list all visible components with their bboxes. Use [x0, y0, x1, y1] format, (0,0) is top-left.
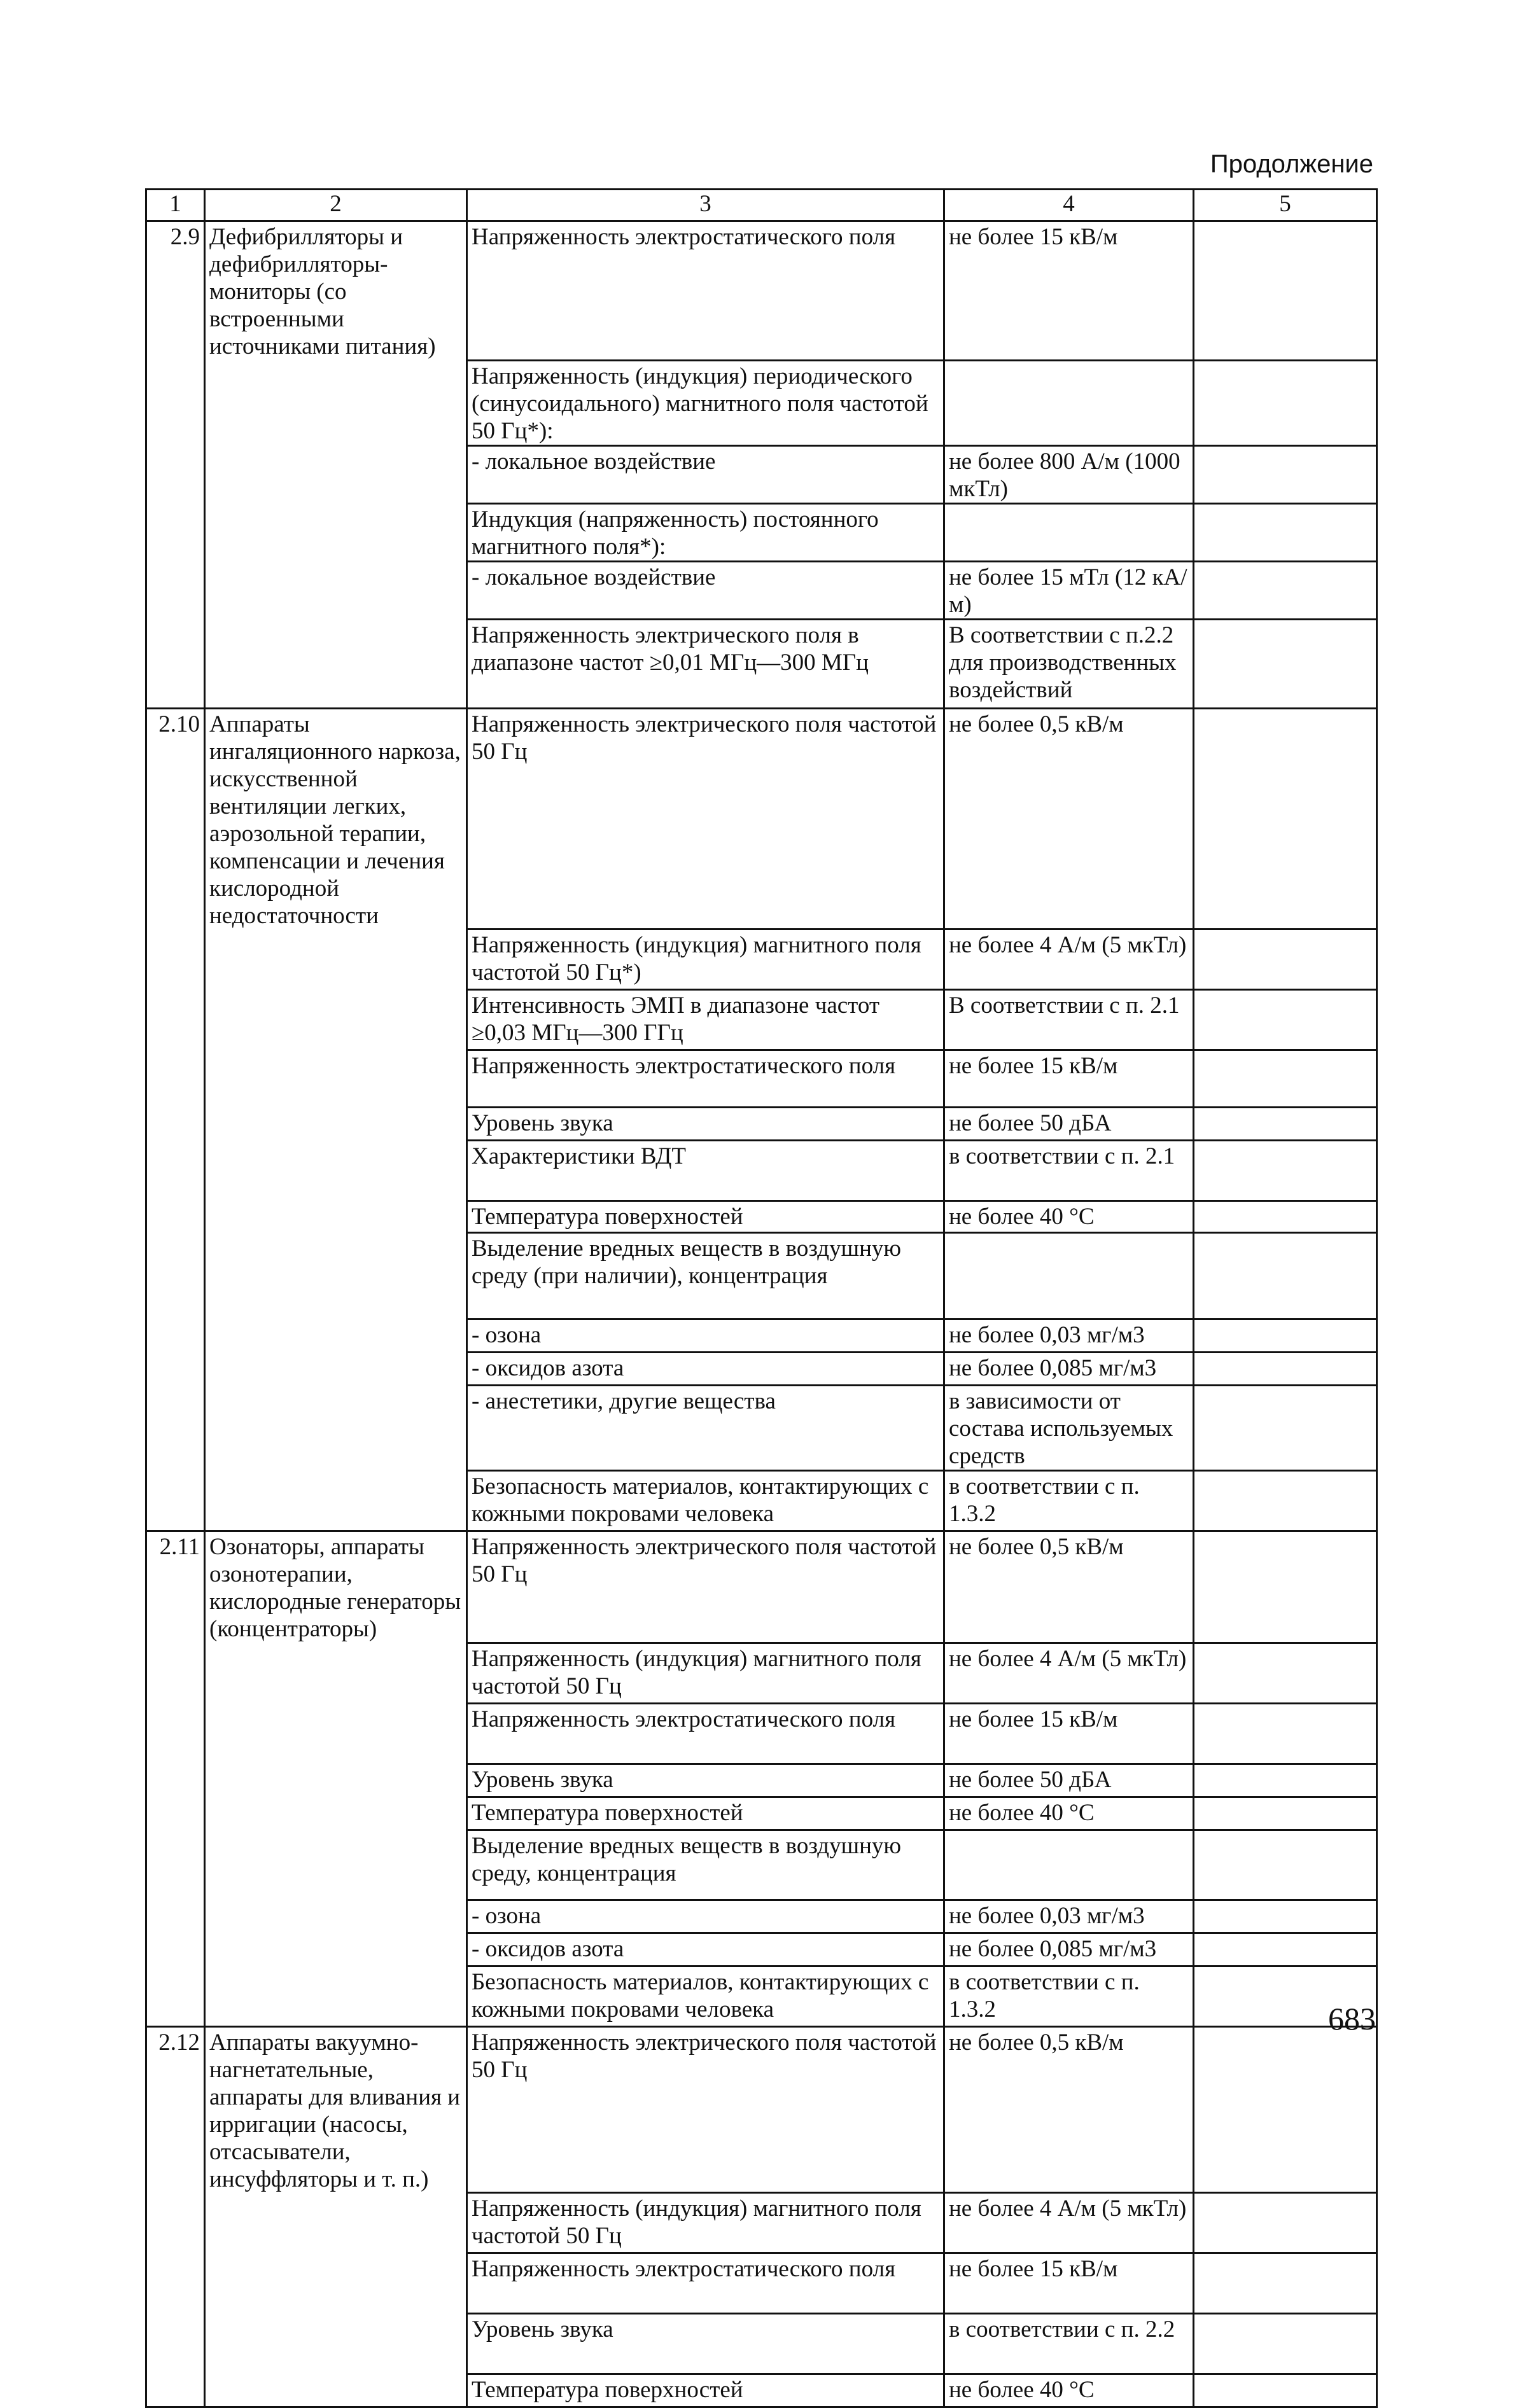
device-name — [205, 503, 467, 561]
row-number: 2.10 — [146, 708, 205, 929]
row-number — [146, 2374, 205, 2407]
norm-value: не более 4 А/м (5 мкТл) — [944, 1643, 1194, 1703]
row-number — [146, 503, 205, 561]
note-cell — [1194, 221, 1377, 361]
device-name — [205, 1471, 467, 1531]
note-cell — [1194, 1797, 1377, 1830]
parameter: Температура поверхностей — [467, 2374, 944, 2407]
table-row — [146, 1531, 1377, 1643]
note-cell — [1194, 1386, 1377, 1471]
note-cell — [1194, 1900, 1377, 1933]
note-cell — [1194, 1141, 1377, 1201]
note-cell — [1194, 1531, 1377, 1643]
device-name — [205, 445, 467, 503]
note-cell — [1194, 1764, 1377, 1797]
parameter: - озона — [467, 1319, 944, 1353]
table-row — [146, 1386, 1377, 1471]
row-number — [146, 1830, 205, 1900]
table-row — [146, 503, 1377, 561]
row-number — [146, 1703, 205, 1764]
table-row — [146, 1353, 1377, 1386]
table-row — [146, 929, 1377, 990]
table-row — [146, 221, 1377, 361]
row-number — [146, 1471, 205, 1531]
note-cell — [1194, 1643, 1377, 1703]
device-name — [205, 1703, 467, 1764]
norm-value — [944, 503, 1194, 561]
device-name — [205, 1050, 467, 1108]
note-cell — [1194, 360, 1377, 445]
note-cell — [1194, 619, 1377, 708]
row-number: 2.11 — [146, 1531, 205, 1643]
parameter: Напряженность электрического поля частотой 50 Гц — [467, 1531, 944, 1643]
row-number — [146, 1966, 205, 2026]
parameter: Напряженность (индукция) периодического (синусоидального) магнитного поля частотой 50 Гц*): — [467, 360, 944, 445]
norm-value: не более 40 °С — [944, 1797, 1194, 1830]
row-number — [146, 360, 205, 445]
device-name — [205, 360, 467, 445]
device-name — [205, 619, 467, 708]
parameter: Уровень звука — [467, 1764, 944, 1797]
row-number — [146, 929, 205, 990]
table-row — [146, 1643, 1377, 1703]
parameter: Напряженность (индукция) магнитного поля частотой 50 Гц*) — [467, 929, 944, 990]
norm-value: в соответствии с п. 2.1 — [944, 1141, 1194, 1201]
device-name — [205, 2374, 467, 2407]
parameter: Безопасность материалов, контактирующих с кожными покровами человека — [467, 1471, 944, 1531]
parameter: Выделение вредных веществ в воздушную среду, концентрация — [467, 1830, 944, 1900]
device-name: Аппараты вакуумно-нагнетательные, аппараты для вливания и ирригации (насосы, отсасыватели, инсуффляторы и т. п.) — [205, 2026, 467, 2193]
norm-value: не более 15 кВ/м — [944, 1050, 1194, 1108]
parameter: Интенсивность ЭМП в диапазоне частот ≥0,03 МГц—300 ГГц — [467, 990, 944, 1050]
note-cell — [1194, 1108, 1377, 1141]
note-cell — [1194, 561, 1377, 619]
parameter: - озона — [467, 1900, 944, 1933]
note-cell — [1194, 1933, 1377, 1966]
table-row — [146, 1471, 1377, 1531]
norm-value: не более 40 °С — [944, 1201, 1194, 1233]
norm-value: не более 0,5 кВ/м — [944, 2026, 1194, 2193]
note-cell — [1194, 2193, 1377, 2253]
parameter: Напряженность электростатического поля — [467, 1703, 944, 1764]
table-row — [146, 1764, 1377, 1797]
row-number — [146, 1900, 205, 1933]
device-name — [205, 1933, 467, 1966]
parameter: Напряженность (индукция) магнитного поля частотой 50 Гц — [467, 2193, 944, 2253]
note-cell — [1194, 1050, 1377, 1108]
row-number — [146, 2253, 205, 2314]
table-row — [146, 1108, 1377, 1141]
table-row — [146, 1233, 1377, 1319]
norm-value: не более 4 А/м (5 мкТл) — [944, 2193, 1194, 2253]
device-name — [205, 1386, 467, 1471]
device-name: Дефибрилляторы и дефибрилляторы-мониторы (со встроенными источниками питания) — [205, 221, 467, 361]
note-cell — [1194, 708, 1377, 929]
column-header: 2 — [205, 190, 467, 221]
parameter: Уровень звука — [467, 1108, 944, 1141]
norm-value: не более 15 мТл (12 кА/м) — [944, 561, 1194, 619]
norm-value: не более 0,085 мг/м3 — [944, 1353, 1194, 1386]
device-name: Аппараты ингаляционного наркоза, искусственной вентиляции легких, аэрозольной терапии, компенсации и лечения кислородной недостаточности — [205, 708, 467, 929]
device-name — [205, 2193, 467, 2253]
parameter: Безопасность материалов, контактирующих с кожными покровами человека — [467, 1966, 944, 2026]
parameter: Напряженность электростатического поля — [467, 2253, 944, 2314]
parameter: Характеристики ВДТ — [467, 1141, 944, 1201]
table-row — [146, 2314, 1377, 2374]
row-number — [146, 1386, 205, 1471]
norm-value: В соответствии с п.2.2 для производственных воздействий — [944, 619, 1194, 708]
column-header: 1 — [146, 190, 205, 221]
table-row — [146, 708, 1377, 929]
table-row — [146, 1966, 1377, 2026]
row-number — [146, 1050, 205, 1108]
row-number — [146, 1319, 205, 1353]
table-row — [146, 619, 1377, 708]
row-number — [146, 1353, 205, 1386]
device-name — [205, 1141, 467, 1201]
note-cell — [1194, 2253, 1377, 2314]
norm-value: не более 15 кВ/м — [944, 221, 1194, 361]
parameter: Уровень звука — [467, 2314, 944, 2374]
device-name — [205, 561, 467, 619]
row-number — [146, 561, 205, 619]
row-number: 2.9 — [146, 221, 205, 361]
table-row — [146, 1050, 1377, 1108]
device-name — [205, 1233, 467, 1319]
table-row — [146, 445, 1377, 503]
note-cell — [1194, 503, 1377, 561]
note-cell — [1194, 1353, 1377, 1386]
parameter: - оксидов азота — [467, 1353, 944, 1386]
parameter: Напряженность электростатического поля — [467, 1050, 944, 1108]
note-cell — [1194, 929, 1377, 990]
row-number — [146, 1764, 205, 1797]
parameter: Напряженность (индукция) магнитного поля частотой 50 Гц — [467, 1643, 944, 1703]
note-cell — [1194, 445, 1377, 503]
note-cell — [1194, 1201, 1377, 1233]
table-row — [146, 1900, 1377, 1933]
row-number — [146, 1233, 205, 1319]
row-number — [146, 2314, 205, 2374]
device-name — [205, 1900, 467, 1933]
table-row — [146, 2374, 1377, 2407]
table-row — [146, 1933, 1377, 1966]
row-number — [146, 1933, 205, 1966]
row-number — [146, 1141, 205, 1201]
norm-value: не более 0,085 мг/м3 — [944, 1933, 1194, 1966]
device-name: Озонаторы, аппараты озонотерапии, кислородные генераторы (концентраторы) — [205, 1531, 467, 1643]
note-cell — [1194, 1233, 1377, 1319]
table-row — [146, 2193, 1377, 2253]
row-number: 2.12 — [146, 2026, 205, 2193]
norm-value: в соответствии с п. 1.3.2 — [944, 1471, 1194, 1531]
norm-value: не более 800 А/м (1000 мкТл) — [944, 445, 1194, 503]
table-header-row — [146, 190, 1377, 221]
note-cell — [1194, 2026, 1377, 2193]
norm-value: не более 0,03 мг/м3 — [944, 1900, 1194, 1933]
device-name — [205, 1201, 467, 1233]
row-number — [146, 445, 205, 503]
table-row — [146, 1201, 1377, 1233]
parameter: Выделение вредных веществ в воздушную среду (при наличии), концентрация — [467, 1233, 944, 1319]
norm-value — [944, 1830, 1194, 1900]
device-name — [205, 1108, 467, 1141]
column-header: 4 — [944, 190, 1194, 221]
table-row — [146, 360, 1377, 445]
note-cell — [1194, 2314, 1377, 2374]
device-name — [205, 1966, 467, 2026]
norm-value — [944, 1233, 1194, 1319]
parameter: - локальное воздействие — [467, 445, 944, 503]
table-row — [146, 1703, 1377, 1764]
parameter: Напряженность электрического поля частотой 50 Гц — [467, 708, 944, 929]
note-cell — [1194, 2374, 1377, 2407]
parameter: Напряженность электрического поля в диапазоне частот ≥0,01 МГц—300 МГц — [467, 619, 944, 708]
row-number — [146, 1201, 205, 1233]
norm-value: в соответствии с п. 1.3.2 — [944, 1966, 1194, 2026]
norm-value: В соответствии с п. 2.1 — [944, 990, 1194, 1050]
parameter: Индукция (напряженность) постоянного магнитного поля*): — [467, 503, 944, 561]
parameter: - локальное воздействие — [467, 561, 944, 619]
device-name — [205, 1643, 467, 1703]
parameter: - оксидов азота — [467, 1933, 944, 1966]
device-name — [205, 1830, 467, 1900]
parameter: Напряженность электростатического поля — [467, 221, 944, 361]
norm-value: не более 50 дБА — [944, 1108, 1194, 1141]
norm-value: не более 15 кВ/м — [944, 2253, 1194, 2314]
norm-value: в зависимости от состава используемых средств — [944, 1386, 1194, 1471]
norm-value: не более 15 кВ/м — [944, 1703, 1194, 1764]
table-row — [146, 561, 1377, 619]
table-row — [146, 1141, 1377, 1201]
column-header: 5 — [1194, 190, 1377, 221]
device-name — [205, 929, 467, 990]
row-number — [146, 1797, 205, 1830]
note-cell — [1194, 1830, 1377, 1900]
parameter: Температура поверхностей — [467, 1797, 944, 1830]
note-cell — [1194, 990, 1377, 1050]
page-number: 683 — [1328, 2001, 1376, 2036]
device-name — [205, 2314, 467, 2374]
parameter: Температура поверхностей — [467, 1201, 944, 1233]
norm-value — [944, 360, 1194, 445]
device-name — [205, 1764, 467, 1797]
note-cell — [1194, 1319, 1377, 1353]
parameter: - анестетики, другие вещества — [467, 1386, 944, 1471]
table-row — [146, 1319, 1377, 1353]
continuation-label: Продолжение — [1210, 150, 1373, 178]
table-row — [146, 990, 1377, 1050]
device-name — [205, 2253, 467, 2314]
norm-value: не более 4 А/м (5 мкТл) — [944, 929, 1194, 990]
row-number — [146, 2193, 205, 2253]
requirements-table — [145, 188, 1378, 2408]
row-number — [146, 619, 205, 708]
norm-value: не более 0,5 кВ/м — [944, 708, 1194, 929]
device-name — [205, 990, 467, 1050]
row-number — [146, 1108, 205, 1141]
table-row — [146, 2253, 1377, 2314]
column-header: 3 — [467, 190, 944, 221]
row-number — [146, 990, 205, 1050]
norm-value: не более 50 дБА — [944, 1764, 1194, 1797]
norm-value: не более 0,5 кВ/м — [944, 1531, 1194, 1643]
note-cell — [1194, 1471, 1377, 1531]
norm-value: не более 0,03 мг/м3 — [944, 1319, 1194, 1353]
row-number — [146, 1643, 205, 1703]
device-name — [205, 1353, 467, 1386]
device-name — [205, 1797, 467, 1830]
table-row — [146, 2026, 1377, 2193]
parameter: Напряженность электрического поля частотой 50 Гц — [467, 2026, 944, 2193]
table-row — [146, 1830, 1377, 1900]
norm-value: в соответствии с п. 2.2 — [944, 2314, 1194, 2374]
table-row — [146, 1797, 1377, 1830]
norm-value: не более 40 °С — [944, 2374, 1194, 2407]
note-cell — [1194, 1703, 1377, 1764]
device-name — [205, 1319, 467, 1353]
